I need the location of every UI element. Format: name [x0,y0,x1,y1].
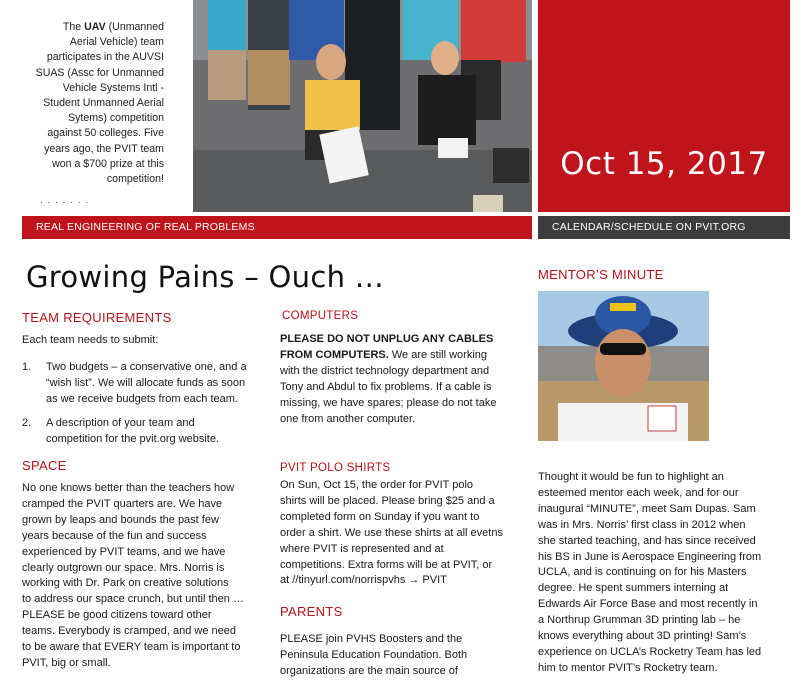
computers-line [280,412,530,428]
list-line: “wish list”. We will allocate funds as soon [46,376,246,389]
space-line: No one knows better than the teachers how [22,482,235,494]
intro-line [22,172,164,187]
mentor-line: esteemed mentor each week, and for our [538,486,739,499]
list-number: 1. [22,361,32,373]
mentor-body [538,470,793,677]
intro-text-span: SUAS (Assc for Unmanned [35,66,164,79]
tagline-bar [22,216,532,239]
computers-text: missing, we have spares; please do not take [280,396,497,409]
mentor-line: his BS in June is Aerospace Engineering from [538,550,762,563]
polo-line: at //tinyurl.com/norrispvhs → PVIT [280,574,447,587]
intro-line [22,20,164,35]
intro-cutoff-text: . . . . . . . [40,195,90,206]
intro-line [22,50,164,65]
mentor-line: experience on UCLA’s Rocketry Team has led [538,645,762,658]
space-line: years because of the fun and success [22,529,207,542]
team-requirements-intro: Each team needs to submit: [22,334,159,346]
date-banner [538,0,790,212]
intro-bold: UAV [84,21,106,33]
space-line: PLEASE be good citizens toward other [22,609,212,622]
space-line: grown by leaps and bounds the past few [22,513,219,526]
intro-text-span: years ago, the PVIT team [44,142,164,155]
polo-line: On Sun, Oct 15, the order for PVIT polo [280,479,474,491]
space-body [22,481,277,672]
parents-line: organizations are the main source of [280,664,458,677]
computers-bold: FROM COMPUTERS. [280,348,389,361]
list-item [22,416,282,450]
list-number: 2. [22,417,32,429]
list-line: Two budgets – a conservative one, and a [46,361,247,373]
computers-body [280,332,530,427]
space-line: PVIT, big or small. [22,656,111,669]
calendar-link-text[interactable]: CALENDAR/SCHEDULE ON PVIT.ORG [552,221,746,233]
space-line: teams. Everybody is cramped, and we need [22,625,237,638]
mentor-line: him to mentor PVIT’s Rocketry team. [538,661,718,674]
space-line: cramped the PVIT quarters are. We have [22,497,223,510]
intro-text-span: won a $700 prize at this [52,157,164,170]
polo-line: shirts will be placed. Please bring $25 and a [280,494,495,507]
list-item [22,360,282,410]
mentor-line: a Northrup Grumman 3D printing lab – he [538,614,741,627]
polo-line: competitions. Extra forms will be at PVIT, or [280,558,493,571]
list-line: A description of your team and [46,417,195,429]
computers-heading: COMPUTERS [282,310,359,322]
computers-line [280,380,530,396]
intro-text-span: (Unmanned [105,21,164,33]
mentor-photo [538,291,709,441]
computers-text: We are still working [388,348,487,361]
polo-line: where PVIT is represented and at [280,542,444,555]
list-line: competition for the pvit.org website. [46,432,220,445]
issue-date: Oct 15, 2017 [560,146,768,182]
intro-text-span: Aerial Vehicle) team [69,36,164,49]
computers-text: Tony and Abdul to fix problems. If a cable is [280,380,492,393]
intro-text [22,20,164,187]
headline: Growing Pains – Ouch … [26,260,385,294]
intro-text-span: Sytems) competition [68,112,164,125]
intro-text-span: Student Unmanned Aerial [43,97,164,110]
team-photo [193,0,532,212]
computers-line [280,332,530,348]
parents-body [280,632,530,680]
computers-line [280,364,530,380]
computers-line [280,396,530,412]
intro-line [22,142,164,157]
polo-body [280,478,532,589]
computers-text: with the district technology department and [280,364,490,377]
space-line: working with Dr. Park on creative solutions [22,577,229,590]
mentor-line: Edwards Air Force Base and most recently in [538,598,758,611]
intro-text-span: participates in the AUVSI [46,51,164,64]
intro-text-span: The [62,21,85,33]
polo-line: order a shirt. We use these shirts at all evetns [280,526,503,539]
intro-line [22,96,164,111]
space-heading: SPACE [22,458,67,473]
parents-line: Peninsula Education Foundation. Both [280,648,468,661]
intro-line [22,157,164,172]
mentor-line: degree. He spent summers interning at [538,582,729,595]
mentor-line: UCLA, and is continuing on for his Masters [538,566,747,579]
team-requirements-heading: TEAM REQUIREMENTS [22,310,172,325]
mentor-line: knows everything about 3D printing! Sam’s [538,630,747,643]
space-line: to be aware that EVERY team is important to [22,641,241,654]
computers-line [280,348,530,364]
intro-text-span: against 50 colleges. Five [47,127,164,140]
space-line: to address our space crunch, but until then … [22,593,244,606]
parents-line: PLEASE join PVHS Boosters and the [280,633,463,645]
polo-heading: PVIT POLO SHIRTS [280,462,391,474]
parents-heading: PARENTS [280,604,343,619]
mentor-line: she started teaching, and has since received [538,534,756,547]
intro-line [22,81,164,96]
mentor-line: was in Mrs. Norris’ first class in 2012 when [538,518,746,531]
intro-text-span: competition! [106,173,164,186]
computers-bold: PLEASE DO NOT UNPLUG ANY CABLES [280,333,494,345]
intro-text-span: Vehicle Systems Intl - [62,81,164,94]
intro-line [22,111,164,126]
mentor-line: Thought it would be fun to highlight an [538,471,724,483]
intro-line [22,35,164,50]
mentor-line: inaugural “MINUTE”, meet Sam Dupas. Sam [538,502,756,515]
intro-line [22,66,164,81]
space-line: experienced by PVIT teams, and we have [22,545,226,558]
mentor-heading: MENTOR’S MINUTE [538,267,664,282]
calendar-bar [538,216,790,239]
tagline-text: REAL ENGINEERING OF REAL PROBLEMS [36,221,255,233]
space-line: clearly outgrown our space. Mrs. Norris is [22,561,225,574]
polo-line: completed form on Sunday if you want to [280,510,480,523]
list-line: as we receive budgets from each team. [46,392,238,405]
intro-line [22,126,164,141]
computers-text: one from another computer. [280,412,416,425]
